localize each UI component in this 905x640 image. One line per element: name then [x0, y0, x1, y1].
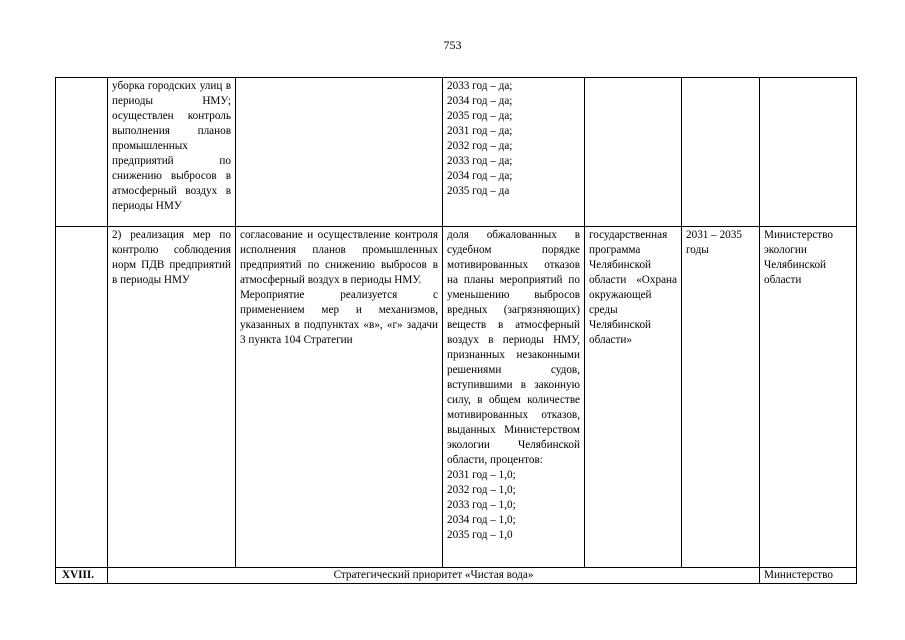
strategy-table	[55, 77, 857, 584]
indicator-line: 2032 год – да;	[447, 140, 513, 152]
row1-executor-cell	[760, 78, 857, 227]
row2-period-cell: 2031 – 2035 годы	[682, 227, 760, 568]
row2-program-cell: государственная программа Челябинской области «Охрана окружающей среды Челябинской области»	[585, 227, 682, 568]
row1-measure-cell	[236, 78, 443, 227]
section-number: XVIII.	[56, 568, 108, 584]
row2-executor-cell: Министерство экологии Челябинской области	[760, 227, 857, 568]
indicator-line: 2035 год – да	[447, 185, 510, 197]
row1-task-cell: уборка городских улиц в периоды НМУ; осуществлен контроль выполнения планов промышленных предприятий по снижению выбросов в атмосферный воздух в периоды НМУ	[108, 78, 236, 227]
indicator-line: 2034 год – 1,0;	[447, 514, 516, 526]
indicator-description: доля обжалованных в судебном порядке мотивированных отказов на планы мероприятий по уменьшению выбросов вредных (загрязняющих) веществ в атмосферный воздух в периоды НМУ, признанных незаконными решениями судов, вступившими в законную силу, в общем количестве мотивированных отказов, выданных Министерством экологии Челябинской области, процентов:	[447, 229, 580, 466]
row2-measure-cell	[236, 227, 443, 568]
indicator-line: 2035 год – 1,0	[447, 529, 513, 541]
row2-number-cell	[56, 227, 108, 568]
row1-program-cell	[585, 78, 682, 227]
measure-paragraph: Мероприятие реализуется с применением мер и механизмов, указанных в подпунктах «в», «г» задачи 3 пункта 104 Стратегии	[240, 289, 438, 346]
row1-indicator-cell	[443, 78, 585, 227]
indicator-line: 2033 год – да;	[447, 80, 513, 92]
indicator-line: 2033 год – 1,0;	[447, 499, 516, 511]
page-number: 753	[443, 38, 462, 52]
indicator-line: 2034 год – да;	[447, 170, 513, 182]
indicator-line: 2033 год – да;	[447, 155, 513, 167]
indicator-line: 2035 год – да;	[447, 110, 513, 122]
table-row	[56, 78, 857, 227]
row3-executor-cell: Министерство	[760, 568, 857, 584]
row2-task-cell: 2) реализация мер по контролю соблюдения норм ПДВ предприятий в периоды НМУ	[108, 227, 236, 568]
indicator-line: 2034 год – да;	[447, 95, 513, 107]
table-row	[56, 227, 857, 568]
measure-paragraph: согласование и осуществление контроля исполнения планов промышленных предприятий по снижению выбросов в атмосферный воздух в периоды НМУ.	[240, 229, 438, 286]
row2-indicator-cell	[443, 227, 585, 568]
indicator-line: 2031 год – 1,0;	[447, 469, 516, 481]
indicator-line: 2031 год – да;	[447, 125, 513, 137]
table-row	[56, 568, 857, 584]
indicator-line: 2032 год – 1,0;	[447, 484, 516, 496]
row1-number-cell	[56, 78, 108, 227]
priority-title: Стратегический приоритет «Чистая вода»	[108, 568, 760, 584]
row1-period-cell	[682, 78, 760, 227]
